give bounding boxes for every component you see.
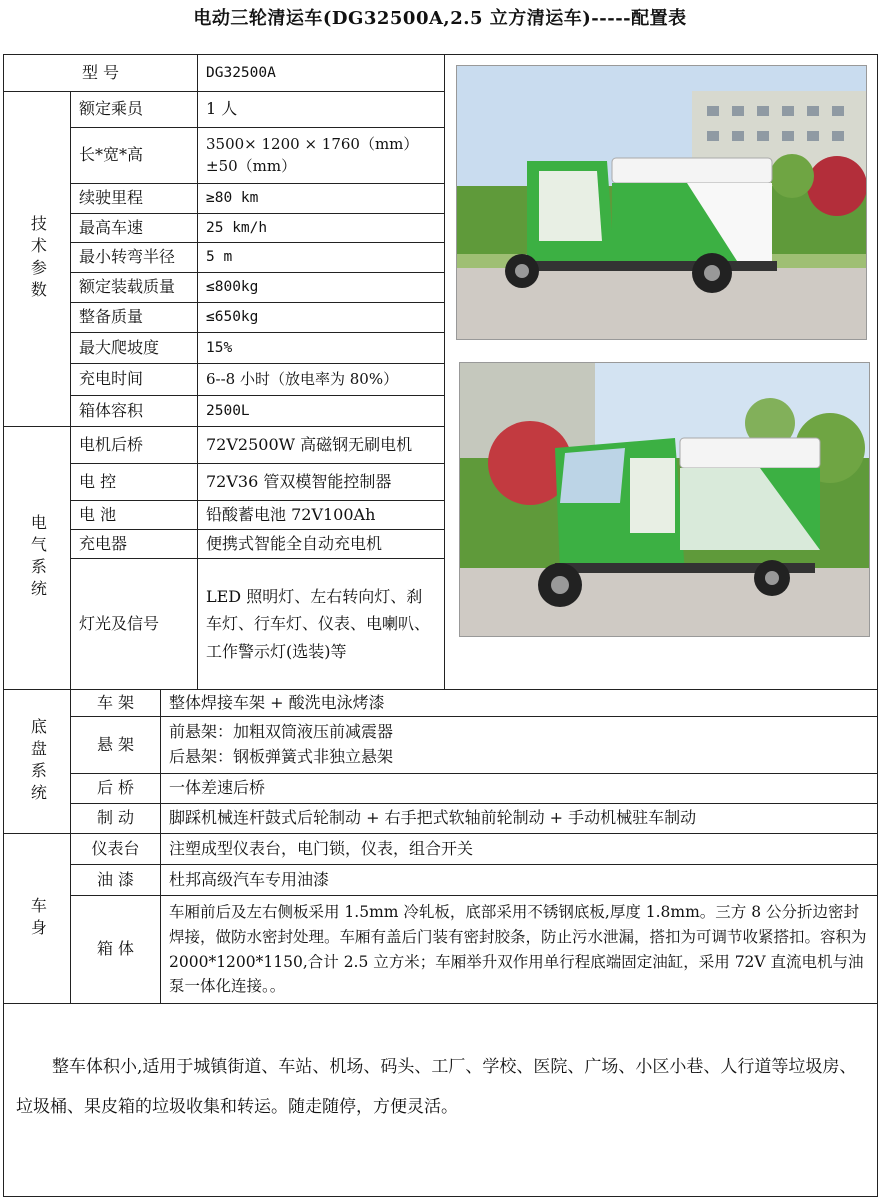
electric-label: 电 控 <box>70 463 198 501</box>
truck-photo-front <box>459 362 870 637</box>
model-value: DG32500A <box>197 54 445 92</box>
chassis-label: 制 动 <box>70 803 161 834</box>
truck-front-illustration <box>460 363 869 636</box>
chassis-group-label: 底盘系统 <box>3 689 71 834</box>
tech-label: 充电时间 <box>70 363 198 396</box>
electric-value: LED 照明灯、左右转向灯、刹车灯、行车灯、仪表、电喇叭、工作警示灯(选装)等 <box>197 558 445 690</box>
tech-label: 最大爬坡度 <box>70 332 198 364</box>
rear-suspension: 后悬架：钢板弹簧式非独立悬架 <box>169 747 394 766</box>
truck-photo-side <box>456 65 867 340</box>
electric-label: 灯光及信号 <box>70 558 198 690</box>
tech-label: 最小转弯半径 <box>70 242 198 273</box>
tech-value: 2500L <box>197 395 445 427</box>
chassis-label: 车 架 <box>70 689 161 717</box>
body-value: 注塑成型仪表台，电门锁，仪表，组合开关 <box>160 833 878 865</box>
body-group-label: 车身 <box>3 833 71 1004</box>
body-label: 仪表台 <box>70 833 161 865</box>
tech-label: 箱体容积 <box>70 395 198 427</box>
electric-label: 充电器 <box>70 529 198 559</box>
electric-label: 电 池 <box>70 500 198 530</box>
electric-value: 便携式智能全自动充电机 <box>197 529 445 559</box>
tech-value: ≤650kg <box>197 302 445 333</box>
usage-note: 整车体积小,适用于城镇街道、车站、机场、码头、工厂、学校、医院、广场、小区小巷、人行道等垃圾房、垃圾桶、果皮箱的垃圾收集和转运。随走随停，方便灵活。 <box>16 1057 857 1117</box>
body-value: 杜邦高级汽车专用油漆 <box>160 864 878 896</box>
tech-value: 25 km/h <box>197 213 445 243</box>
electric-label: 电机后桥 <box>70 426 198 464</box>
body-label: 箱 体 <box>70 895 161 1004</box>
chassis-value <box>160 716 878 774</box>
tech-value: 1 人 <box>197 91 445 128</box>
tech-label: 整备质量 <box>70 302 198 333</box>
tech-value: ≤800kg <box>197 272 445 303</box>
tech-group-label: 技术参数 <box>3 91 71 427</box>
chassis-value: 整体焊接车架 + 酸洗电泳烤漆 <box>160 689 878 717</box>
electric-group-label: 电气系统 <box>3 426 71 690</box>
tech-label: 最高车速 <box>70 213 198 243</box>
tech-value: ≥80 km <box>197 183 445 214</box>
body-label: 油 漆 <box>70 864 161 896</box>
chassis-value: 一体差速后桥 <box>160 773 878 804</box>
body-value: 车厢前后及左右侧板采用 1.5mm 冷轧板，底部采用不锈钢底板,厚度 1.8mm。三方 8 公分折边密封焊接，做防水密封处理。车厢有盖后门装有密封胶条，防止污水泄漏，搭扣为可调节收紧搭扣。容积为 2000*1200*1150,合计 2.5 立方米；车厢举升双作用单行程底端固定油缸，采用 72V 直流电机与油泵一体化连接。。 <box>160 895 878 1004</box>
electric-value: 铅酸蓄电池 72V100Ah <box>197 500 445 530</box>
tech-label: 额定乘员 <box>70 91 198 128</box>
tech-value: 3500× 1200 × 1760（mm）±50（mm） <box>197 127 445 184</box>
tech-label: 额定装载质量 <box>70 272 198 303</box>
front-suspension: 前悬架：加粗双筒液压前减震器 <box>169 722 394 742</box>
electric-value: 72V36 管双模智能控制器 <box>197 463 445 501</box>
page-title: 电动三轮清运车(DG32500A,2.5 立方清运车)-----配置表 <box>193 8 687 29</box>
tech-value: 6--8 小时（放电率为 80%） <box>197 363 445 396</box>
chassis-label: 后 桥 <box>70 773 161 804</box>
chassis-value: 脚踩机械连杆鼓式后轮制动 + 右手把式软轴前轮制动 + 手动机械驻车制动 <box>160 803 878 834</box>
chassis-label: 悬 架 <box>70 716 161 774</box>
model-label: 型 号 <box>3 54 198 92</box>
tech-label: 续驶里程 <box>70 183 198 214</box>
tech-value: 15% <box>197 332 445 364</box>
tech-value: 5 m <box>197 242 445 273</box>
truck-side-illustration <box>457 66 866 339</box>
tech-label: 长*宽*高 <box>70 127 198 184</box>
electric-value: 72V2500W 高磁钢无刷电机 <box>197 426 445 464</box>
